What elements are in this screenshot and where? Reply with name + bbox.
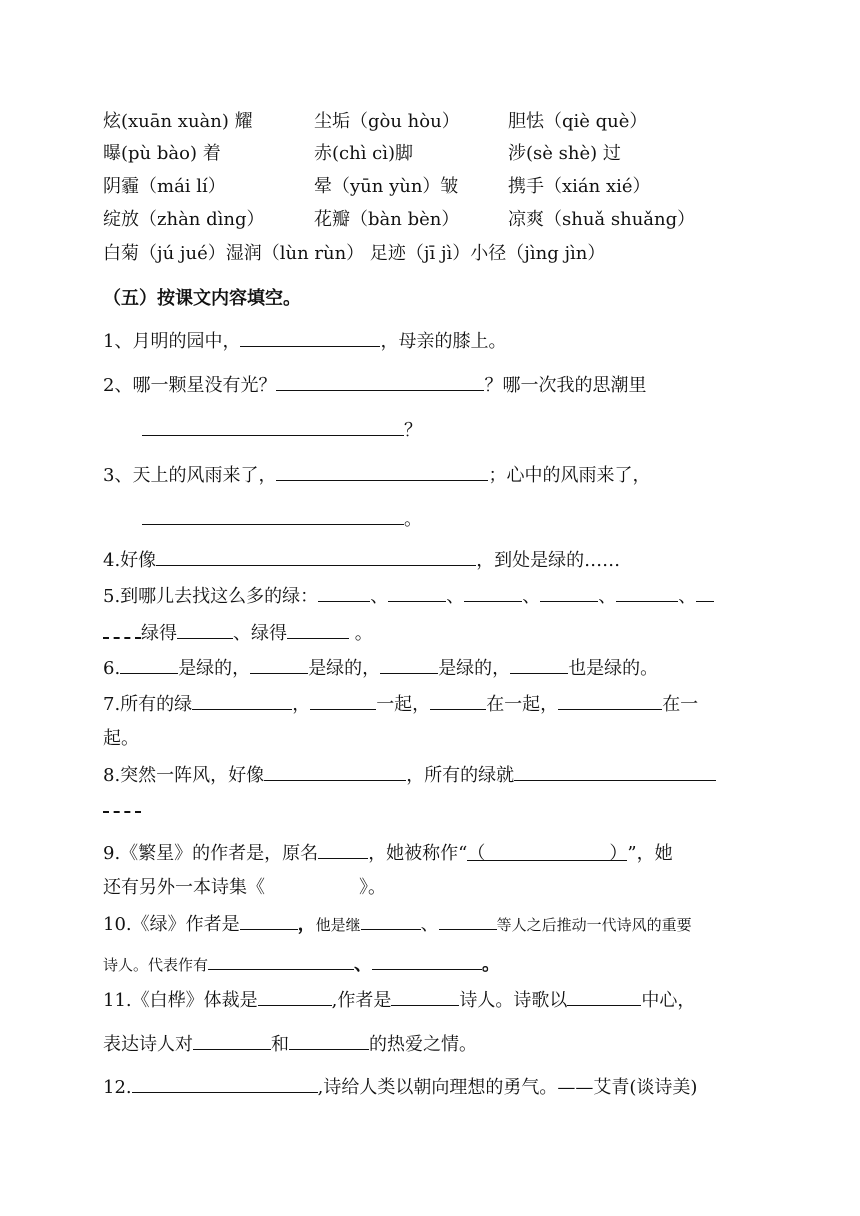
answer-blank[interactable]	[142, 506, 404, 525]
answer-blank[interactable]	[240, 328, 380, 347]
question-12: 12. ,诗给人类以朝向理想的勇气。——艾青(谈诗美)	[103, 1074, 697, 1100]
answer-blank[interactable]	[391, 987, 459, 1006]
question-2: 2、哪一颗星没有光？ ？哪一次我的思潮里	[103, 372, 646, 398]
pinyin-item: 花瓣（bàn bèn）	[314, 209, 460, 230]
answer-blank[interactable]	[250, 655, 308, 674]
answer-blank[interactable]	[240, 911, 298, 930]
pinyin-item: 晕（yūn yùn）皱	[314, 176, 459, 197]
question-5-cont: 绿得 、绿得 。	[103, 620, 373, 646]
answer-blank[interactable]	[276, 462, 488, 481]
answer-blank[interactable]	[318, 840, 368, 859]
answer-blank[interactable]	[258, 987, 332, 1006]
question-3-cont: 。	[142, 506, 422, 532]
question-1: 1、月明的园中， ，母亲的膝上。	[103, 328, 506, 354]
answer-blank[interactable]	[361, 911, 421, 930]
pinyin-item: 携手（xián xié）	[508, 176, 651, 197]
section-title: （五）按课文内容填空。	[103, 288, 301, 309]
answer-blank[interactable]	[156, 547, 476, 566]
question-6: 6. 是绿的， 是绿的， 是绿的， 也是绿的。	[103, 655, 658, 681]
question-8: 8.突然一阵风，好像 ，所有的绿就	[103, 762, 716, 788]
question-3: 3、天上的风雨来了， ；心中的风雨来了，	[103, 462, 650, 488]
pinyin-item: 涉(sè shè) 过	[508, 143, 621, 164]
answer-blank[interactable]	[318, 583, 370, 602]
question-11: 11.《白桦》体裁是 ,作者是 诗人。诗歌以 中心，	[103, 987, 695, 1013]
question-4: 4.好像 ，到处是绿的……	[103, 547, 620, 573]
answer-blank[interactable]: （ ）	[467, 843, 628, 864]
question-10-cont: 诗人。代表作有 、 。	[103, 951, 500, 977]
pinyin-item: 尘垢（gòu hòu）	[314, 111, 460, 132]
pinyin-item: 赤(chì cì)脚	[314, 143, 414, 164]
answer-blank[interactable]	[177, 620, 233, 639]
answer-blank[interactable]	[120, 655, 178, 674]
question-8-cont	[103, 796, 141, 820]
question-9: 9.《繁星》的作者是，原名 ，她被称作“（ ）”，她	[103, 840, 673, 866]
answer-blank[interactable]	[264, 762, 406, 781]
answer-blank[interactable]	[132, 1074, 318, 1093]
pinyin-item: 胆怯（qiè què）	[508, 111, 648, 132]
answer-blank[interactable]	[193, 1031, 271, 1050]
answer-blank[interactable]	[388, 583, 446, 602]
answer-blank[interactable]	[558, 691, 662, 710]
answer-blank[interactable]	[514, 762, 716, 781]
answer-blank[interactable]	[310, 691, 376, 710]
answer-blank[interactable]	[696, 583, 714, 602]
answer-blank[interactable]	[540, 583, 598, 602]
question-5: 5.到哪儿去找这么多的绿： 、 、 、 、 、	[103, 583, 714, 609]
question-7: 7.所有的绿 ， 一起， 在一起， 在一	[103, 691, 698, 717]
pinyin-item: 凉爽（shuǎ shuǎng）	[508, 209, 696, 230]
answer-blank[interactable]	[372, 951, 482, 970]
pinyin-item: 绽放（zhàn dìng）	[103, 209, 265, 230]
question-10: 10.《绿》作者是 ，他是继 、 等人之后推动一代诗风的重要	[103, 911, 692, 937]
answer-blank[interactable]	[380, 655, 438, 674]
question-11-cont: 表达诗人对 和 的热爱之情。	[103, 1031, 477, 1057]
answer-blank[interactable]	[464, 583, 522, 602]
answer-blank[interactable]	[142, 417, 404, 436]
pinyin-last-row: 白菊（jú jué）湿润（lùn rùn） 足迹（jī jì）小径（jìng jìn）	[103, 243, 606, 264]
answer-blank[interactable]	[287, 620, 349, 639]
answer-blank[interactable]	[430, 691, 486, 710]
answer-blank[interactable]	[439, 911, 497, 930]
answer-blank[interactable]	[289, 1031, 369, 1050]
pinyin-item: 阴霾（mái lí）	[103, 176, 226, 197]
pinyin-item: 炫(xuān xuàn) 耀	[103, 111, 253, 132]
answer-blank[interactable]	[208, 951, 354, 970]
question-2-cont: ？	[142, 417, 422, 443]
answer-blank[interactable]	[276, 372, 484, 391]
question-9-cont: 还有另外一本诗集《 》。	[103, 877, 386, 898]
question-7-cont: 起。	[103, 728, 139, 749]
answer-blank[interactable]	[567, 987, 641, 1006]
pinyin-item: 曝(pù bào) 着	[103, 143, 221, 164]
answer-blank[interactable]	[510, 655, 568, 674]
answer-blank[interactable]	[616, 583, 678, 602]
answer-blank[interactable]	[192, 691, 292, 710]
